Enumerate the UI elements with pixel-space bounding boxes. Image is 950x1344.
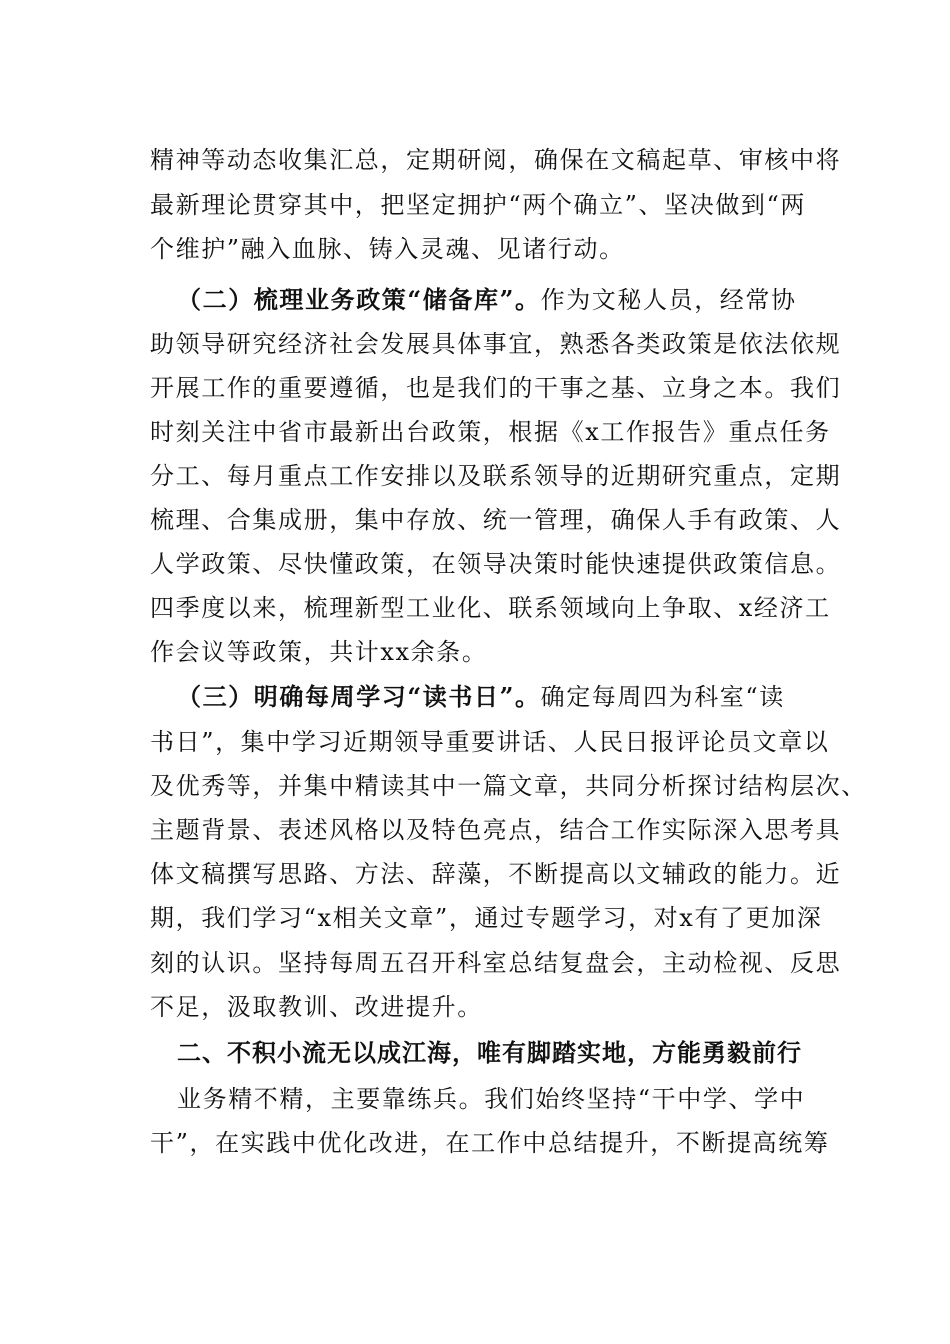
body-text-line: 及优秀等，并集中精读其中一篇文章，共同分析探讨结构层次、 xyxy=(150,772,867,800)
body-text-line: 主题背景、表述风格以及特色亮点，结合工作实际深入思考具 xyxy=(150,816,842,844)
section-heading: 二、不积小流无以成江海，唯有脚踏实地，方能勇毅前行 xyxy=(177,1039,802,1067)
subsection-line xyxy=(177,682,785,712)
body-text-line: 干”，在实践中优化改进，在工作中总结提升，不断提高统筹 xyxy=(150,1129,830,1157)
body-text-line: 四季度以来，梳理新型工业化、联系领域向上争取、x经济工 xyxy=(150,594,831,622)
body-text-line: 书日”，集中学习近期领导重要讲话、人民日报评论员文章以 xyxy=(150,728,830,756)
body-text-line: 助领导研究经济社会发展具体事宜，熟悉各类政策是依法依规 xyxy=(150,330,842,358)
body-text-line: 个维护”融入血脉、铸入灵魂、见诸行动。 xyxy=(150,235,625,263)
body-text-line: 刻的认识。坚持每周五召开科室总结复盘会，主动检视、反思 xyxy=(150,949,842,977)
subsection-title-2: （二）梳理业务政策“储备库”。 xyxy=(177,285,541,314)
subsection-title-3: （三）明确每周学习“读书日”。 xyxy=(177,682,541,711)
body-text-line: 分工、每月重点工作安排以及联系领导的近期研究重点，定期 xyxy=(150,462,842,490)
body-text-line: 时刻关注中省市最新出台政策，根据《x工作报告》重点任务 xyxy=(150,418,831,446)
body-text-line: 梳理、合集成册，集中存放、统一管理，确保人手有政策、人 xyxy=(150,506,842,534)
body-text: 作为文秘人员，经常协 xyxy=(540,286,797,314)
body-text-line: 开展工作的重要遵循，也是我们的干事之基、立身之本。我们 xyxy=(150,374,842,402)
body-text-line: 体文稿撰写思路、方法、辞藻，不断提高以文辅政的能力。近 xyxy=(150,860,842,888)
body-text-line: 不足，汲取教训、改进提升。 xyxy=(150,993,483,1021)
body-text-line: 作会议等政策，共计xx余条。 xyxy=(150,638,488,666)
body-text-line: 期，我们学习“x相关文章”，通过专题学习，对x有了更加深 xyxy=(150,904,823,932)
body-text-line: 人学政策、尽快懂政策，在领导决策时能快速提供政策信息。 xyxy=(150,550,842,578)
body-text-line: 精神等动态收集汇总，定期研阅，确保在文稿起草、审核中将 xyxy=(150,146,842,174)
subsection-line xyxy=(177,285,797,315)
body-text-line: 业务精不精，主要靠练兵。我们始终坚持“干中学、学中 xyxy=(177,1085,806,1113)
body-text-line: 最新理论贯穿其中，把坚定拥护“两个确立”、坚决做到“两 xyxy=(150,191,807,219)
body-text: 确定每周四为科室“读 xyxy=(540,683,785,711)
